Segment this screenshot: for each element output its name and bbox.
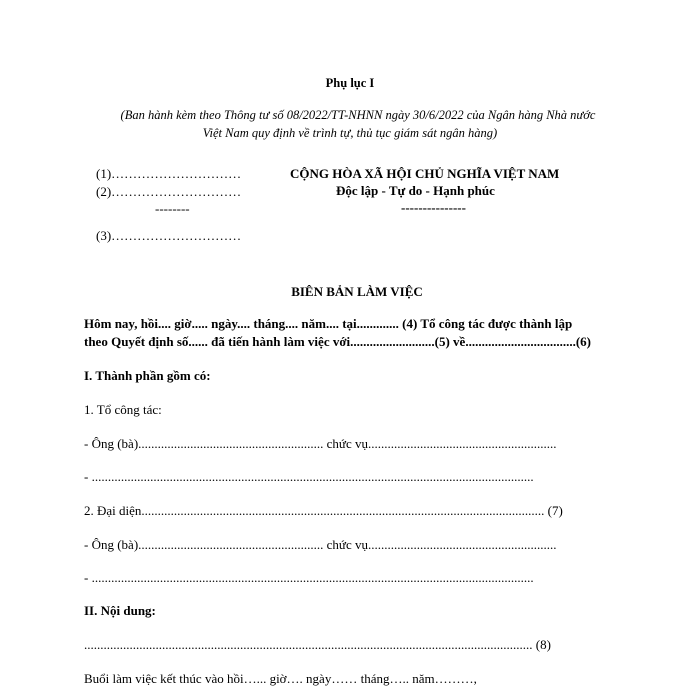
representative-member-line: - Ông (bà)......................................................... chức vụ.......................................................... <box>84 537 557 552</box>
representative-blank-line: - ........................................................................................................................................ <box>84 570 534 585</box>
issuer-line-1: (1)………………………… <box>96 166 242 181</box>
team-heading: 1. Tổ công tác: <box>84 402 162 417</box>
issuer-divider: -------- <box>155 201 190 216</box>
motto: Độc lập - Tự do - Hạnh phúc <box>336 183 495 198</box>
content-line: .......................................................................................................................................... (8) <box>84 637 551 652</box>
subtitle-line-1: (Ban hành kèm theo Thông tư số 08/2022/TT-NHNN ngày 30/6/2022 của Ngân hàng Nhà nước <box>120 108 596 122</box>
issuer-line-2: (2)………………………… <box>96 184 242 199</box>
issuer-line-3: (3)………………………… <box>96 228 242 243</box>
team-member-blank-line: - ........................................................................................................................................ <box>84 469 534 484</box>
intro-line-1: Hôm nay, hồi.... giờ..... ngày.... tháng.... năm.... tại............. (4) Tổ công tác được thành lập <box>84 316 573 331</box>
document-title: BIÊN BẢN LÀM VIỆC <box>291 284 423 299</box>
subtitle-line-2: Việt Nam quy định về trình tự, thủ tục giám sát ngân hàng) <box>202 126 498 140</box>
section-2-heading: II. Nội dung: <box>84 603 156 618</box>
representative-line: 2. Đại diện............................................................................................................................ (7) <box>84 503 563 518</box>
nation-title: CỘNG HÒA XÃ HỘI CHỦ NGHĨA VIỆT NAM <box>290 166 560 181</box>
appendix-title: Phụ lục I <box>325 76 375 90</box>
closing-line: Buổi làm việc kết thúc vào hồi…... giờ…. ngày…… tháng….. năm………, <box>84 671 477 686</box>
section-1-heading: I. Thành phần gồm có: <box>84 368 211 383</box>
intro-line-2: theo Quyết định số...... đã tiến hành làm việc với..........................(5) về..................................(6) <box>84 334 591 349</box>
motto-divider: --------------- <box>401 200 466 215</box>
team-member-line: - Ông (bà)......................................................... chức vụ.......................................................... <box>84 436 557 451</box>
